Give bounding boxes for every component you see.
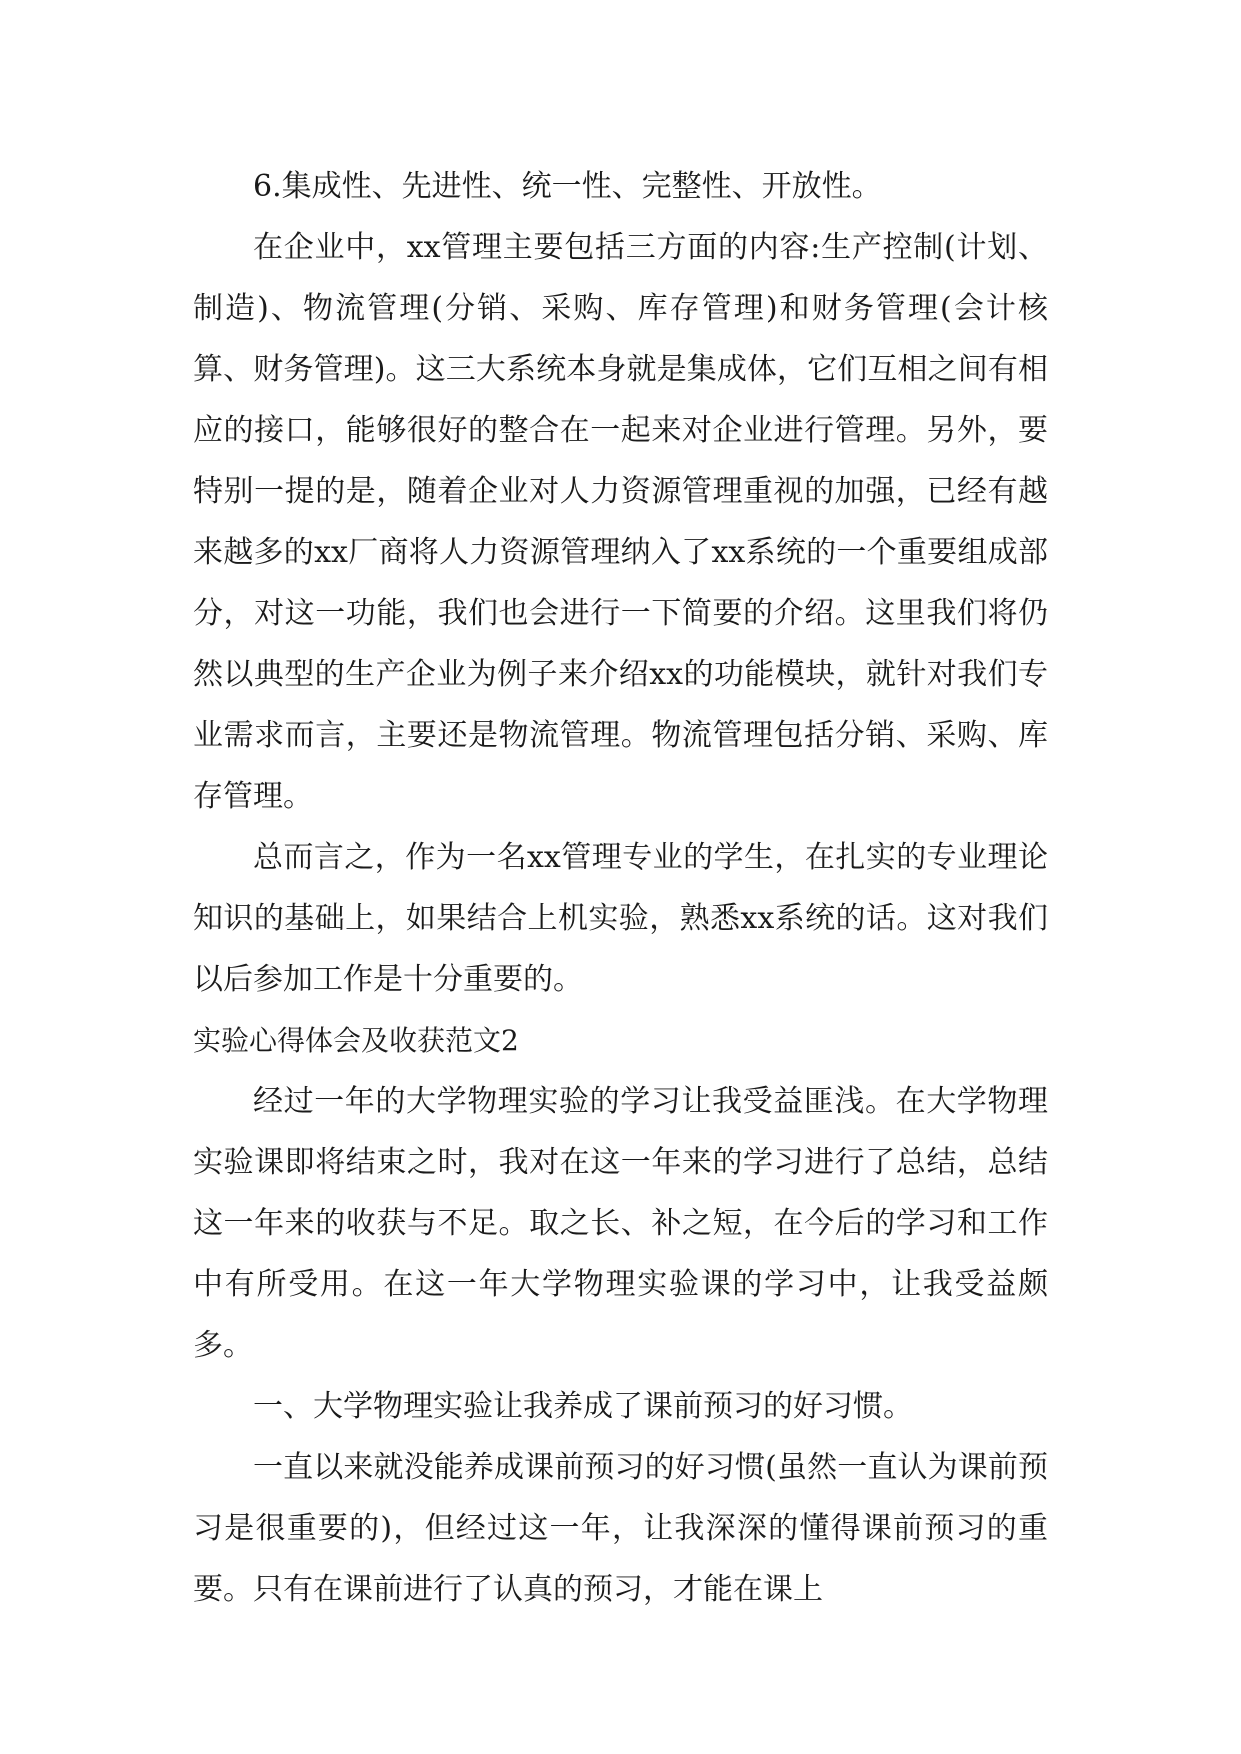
paragraph-enterprise-management: 在企业中，xx管理主要包括三方面的内容:生产控制(计划、制造)、物流管理(分销、采购、库存管理)和财务管理(会计核算、财务管理)。这三大系统本身就是集成体，它们互相之间有相应的接口，能够很好的整合在一起来对企业进行管理。另外，要特别一提的是，随着企业对人力资源管理重视的加强，已经有越来越多的xx厂商将人力资源管理纳入了xx系统的一个重要组成部分，对这一功能，我们也会进行一下简要的介绍。这里我们将仍然以典型的生产企业为例子来介绍xx的功能模块，就针对我们专业需求而言，主要还是物流管理。物流管理包括分销、采购、库存管理。 [193,230,1048,814]
paragraph-features: 6.集成性、先进性、统一性、完整性、开放性。 [253,169,882,204]
paragraph-physics-experiment-intro: 经过一年的大学物理实验的学习让我受益匪浅。在大学物理实验课即将结束之时，我对在这一年来的学习进行了总结，总结这一年来的收获与不足。取之长、补之短，在今后的学习和工作中有所受用。在这一年大学物理实验课的学习中，让我受益颇多。 [193,1084,1048,1363]
paragraph-point-one: 一、大学物理实验让我养成了课前预习的好习惯。 [253,1389,913,1424]
paragraph-conclusion: 总而言之，作为一名xx管理专业的学生，在扎实的专业理论知识的基础上，如果结合上机实验，熟悉xx系统的话。这对我们以后参加工作是十分重要的。 [193,840,1048,997]
document-page [193,156,1048,1620]
paragraph-preview-habit: 一直以来就没能养成课前预习的好习惯(虽然一直认为课前预习是很重要的)，但经过这一年，让我深深的懂得课前预习的重要。只有在课前进行了认真的预习，才能在课上 [193,1450,1048,1607]
section-heading: 实验心得体会及收获范文2 [193,1024,519,1057]
